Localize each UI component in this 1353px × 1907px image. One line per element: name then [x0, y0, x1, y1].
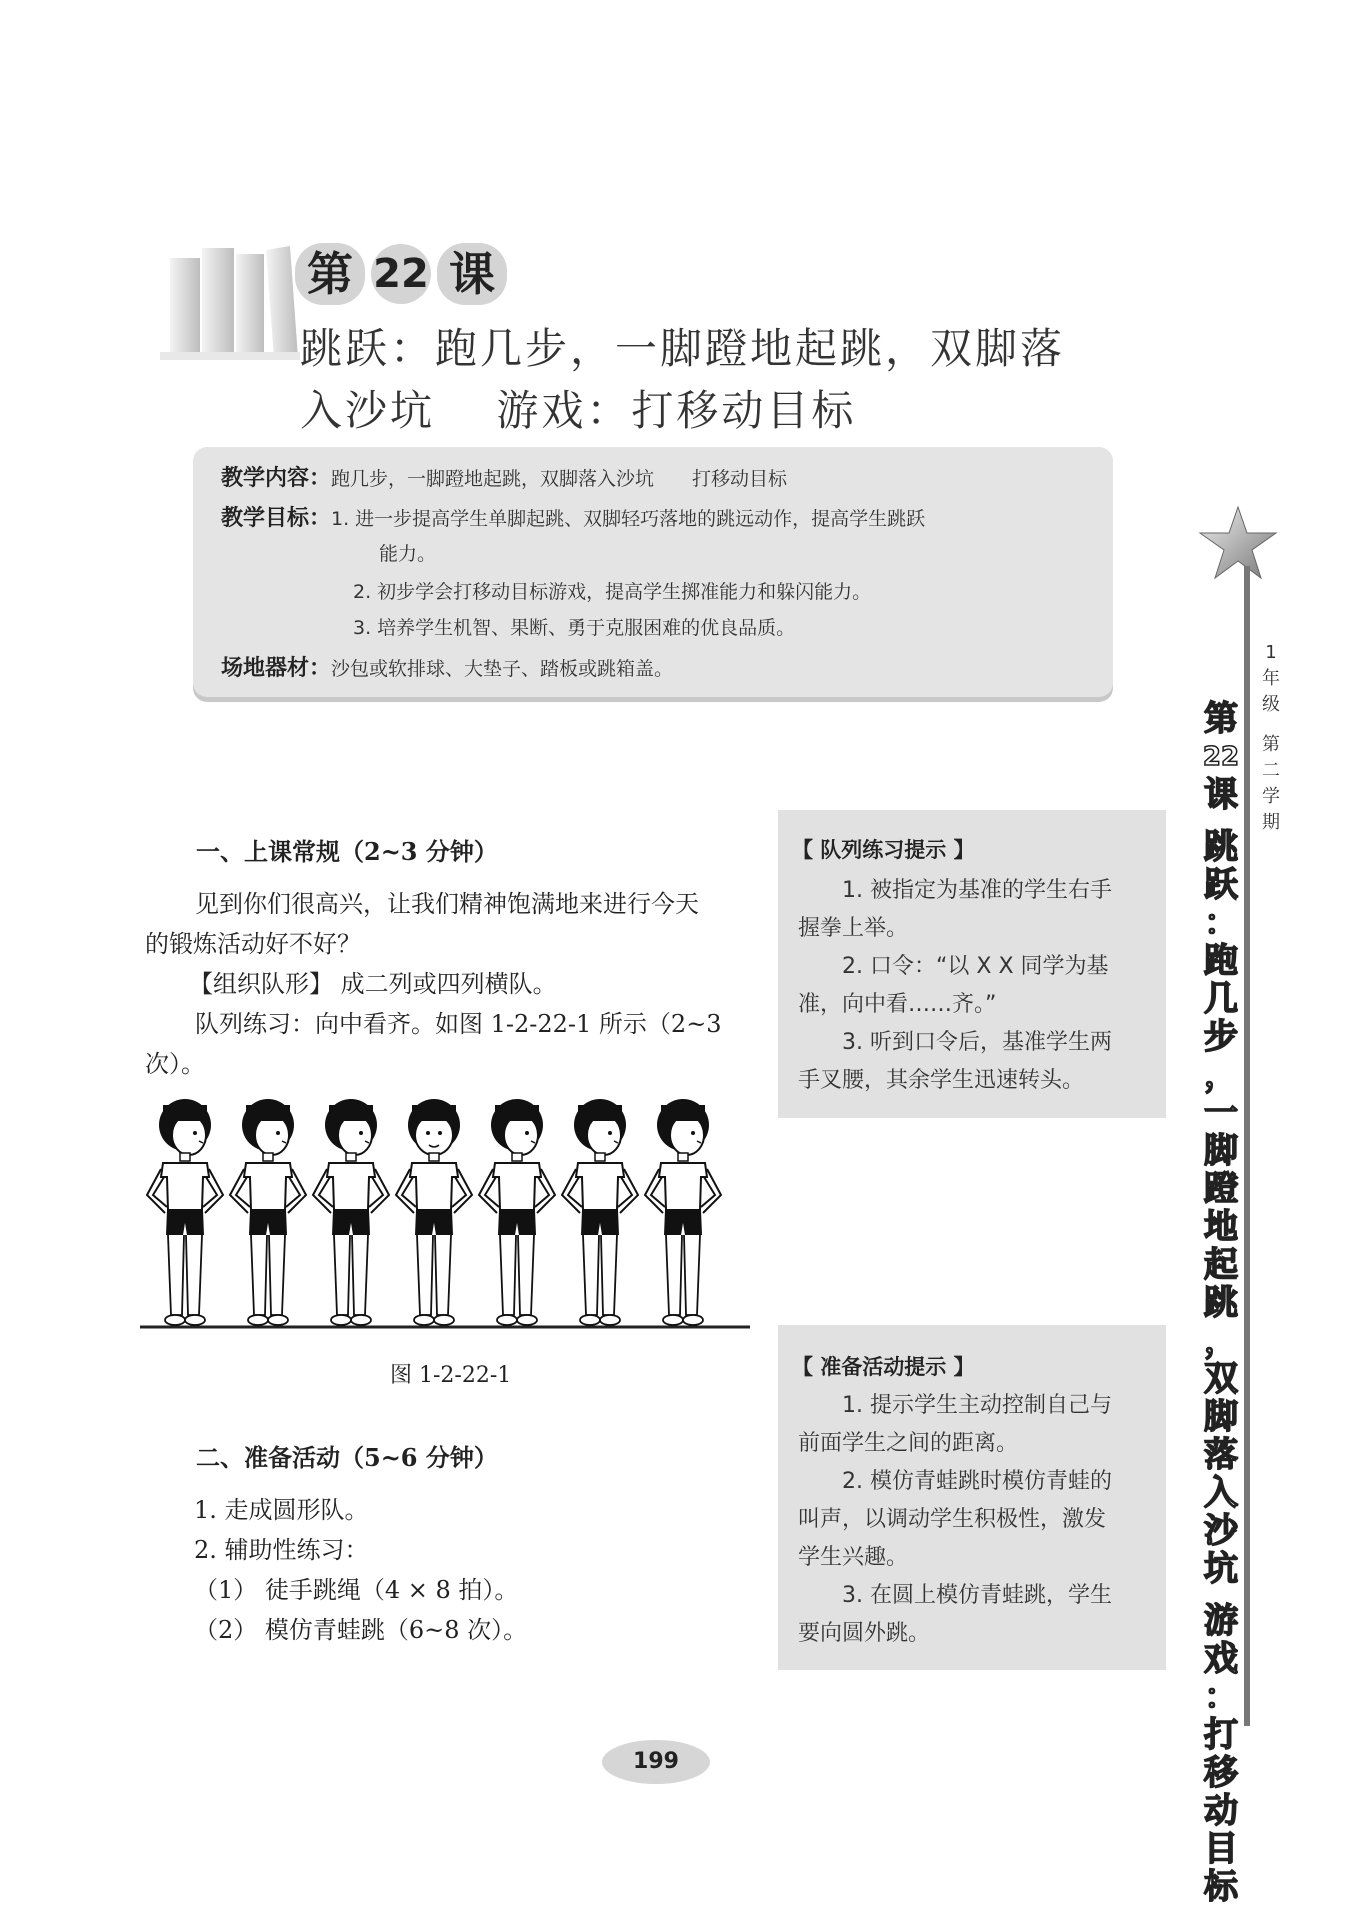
content-row [221, 461, 787, 492]
lesson-tag [295, 243, 507, 305]
side-title-char: 22 [1202, 742, 1240, 772]
side-title-char: 一 [1204, 1093, 1238, 1133]
side-title-char: 落 [1204, 1435, 1238, 1475]
paragraph-3b: 次）。 [145, 1050, 205, 1078]
title-line-1: 跳跃：跑几步，一脚蹬地起跳，双脚落 [300, 324, 1066, 373]
goal-1b: 能力。 [379, 543, 437, 565]
side-title-char: 入 [1204, 1473, 1238, 1513]
lesson-suffix: 课 [437, 243, 507, 305]
side-lesson-title [1200, 700, 1242, 1906]
side-title-char: 标 [1204, 1867, 1238, 1907]
goal-3: 3. 培养学生机智、果断、勇于克服困难的优良品质。 [353, 617, 796, 639]
side-title-char: ， [1204, 1055, 1238, 1095]
side-title-char: 双 [1204, 1359, 1238, 1399]
student-figure [313, 1099, 389, 1325]
side-title-char: 起 [1204, 1245, 1238, 1285]
section-1-heading: 一、上课常规（2~3 分钟） [196, 837, 498, 866]
warmup-tips-heading: 【 准备活动提示 】 [792, 1355, 975, 1379]
side-title-char: 跃 [1204, 865, 1238, 905]
lesson-title [300, 318, 1100, 442]
star-icon [1198, 505, 1278, 581]
section-2-body [194, 1490, 754, 1650]
side-title-char: 打 [1204, 1715, 1238, 1755]
title-line-2: 入沙坑 游戏：打移动目标 [300, 386, 857, 435]
equipment-text: 沙包或软排球、大垫子、踏板或跳箱盖。 [331, 658, 674, 680]
warmup-tips-box [778, 1325, 1166, 1670]
warmup-item-1: 1. 走成圆形队。 [194, 1496, 369, 1524]
side-grade-label: 1 年 级 第 二 学 期 [1262, 642, 1280, 833]
warmup-item-2: 2. 辅助性练习： [194, 1536, 369, 1564]
equipment-label: 场地器材： [221, 656, 332, 681]
side-title-char: 目 [1204, 1829, 1238, 1869]
goal-1a: 1. 进一步提高学生单脚起跳、双脚轻巧落地的跳远动作，提高学生跳跃 [331, 508, 926, 530]
student-figure [479, 1099, 555, 1325]
side-title-char: 戏 [1204, 1639, 1238, 1679]
side-title-char: 蹬 [1204, 1169, 1238, 1209]
side-title-char: 跳 [1204, 827, 1238, 867]
side-title-char: 游 [1204, 1601, 1238, 1641]
paragraph-2: 【组织队形】 成二列或四列横队。 [189, 970, 557, 998]
books-icon [150, 240, 300, 365]
side-title-char: 动 [1204, 1791, 1238, 1831]
side-title-char: 脚 [1204, 1397, 1238, 1437]
paragraph-1a: 见到你们很高兴，让我们精神饱满地来进行今天 [195, 890, 699, 918]
equipment-row [221, 651, 673, 682]
section-1-body [145, 884, 765, 1084]
drill-tips-heading: 【 队列练习提示 】 [792, 838, 975, 862]
student-figure [230, 1099, 306, 1325]
side-title-char: 脚 [1204, 1131, 1238, 1171]
side-title-char: 坑 [1204, 1549, 1238, 1589]
drill-tips-box [778, 810, 1166, 1118]
drill-tips-body: 1. 被指定为基准的学生右手 握拳上举。 2. 口令：“以 X X 同学为基 准，向中看……齐。” 3. 听到口令后，基准学生两 手叉腰，其余学生迅速转头。 [798, 878, 1112, 1093]
section-2-heading: 二、准备活动（5~6 分钟） [196, 1443, 498, 1472]
content-label: 教学内容： [221, 466, 332, 491]
side-title-char: 几 [1204, 979, 1238, 1019]
side-title-char: 移 [1204, 1753, 1238, 1793]
student-figure [562, 1099, 638, 1325]
page-number: 199 [602, 1740, 710, 1784]
goals-label: 教学目标： [221, 506, 332, 531]
side-title-char [1200, 814, 1242, 828]
student-figure [645, 1099, 721, 1325]
warmup-item-4: （2） 模仿青蛙跳（6~8 次）。 [194, 1616, 528, 1644]
students-lineup-figure [140, 1095, 760, 1340]
warmup-tips-body: 1. 提示学生主动控制自己与 前面学生之间的距离。 2. 模仿青蛙跳时模仿青蛙的 叫声，以调动学生积极性，激发 学生兴趣。 3. 在圆上模仿青蛙跳，学生 要向圆外跳。 [798, 1393, 1112, 1646]
lesson-number: 22 [371, 244, 431, 304]
lesson-info-box [193, 447, 1113, 697]
student-figure [396, 1099, 472, 1325]
side-title-char: 跑 [1204, 941, 1238, 981]
side-title-char: ： [1204, 1677, 1238, 1717]
side-title-char: 跳 [1204, 1283, 1238, 1323]
side-rule [1244, 566, 1250, 1726]
side-title-char: ， [1204, 1321, 1238, 1361]
side-title-char: 地 [1204, 1207, 1238, 1247]
student-figure [147, 1099, 223, 1325]
figure-caption: 图 1-2-22-1 [390, 1363, 512, 1388]
goals-row [221, 501, 925, 532]
side-title-char: 沙 [1204, 1511, 1238, 1551]
side-title-char [1200, 1588, 1242, 1602]
lesson-prefix: 第 [295, 243, 365, 305]
side-title-char: ： [1204, 903, 1238, 943]
goal-2: 2. 初步学会打移动目标游戏，提高学生掷准能力和躲闪能力。 [353, 581, 872, 603]
side-title-char: 步 [1204, 1017, 1238, 1057]
content-text: 跑几步，一脚蹬地起跳，双脚落入沙坑 打移动目标 [331, 468, 788, 490]
warmup-item-3: （1） 徒手跳绳（4 × 8 拍）。 [194, 1576, 519, 1604]
paragraph-1b: 的锻炼活动好不好？ [145, 930, 361, 958]
paragraph-3a: 队列练习：向中看齐。如图 1-2-22-1 所示（2~3 [195, 1010, 722, 1038]
side-title-char: 第 [1204, 699, 1238, 739]
side-title-char: 课 [1204, 775, 1238, 815]
